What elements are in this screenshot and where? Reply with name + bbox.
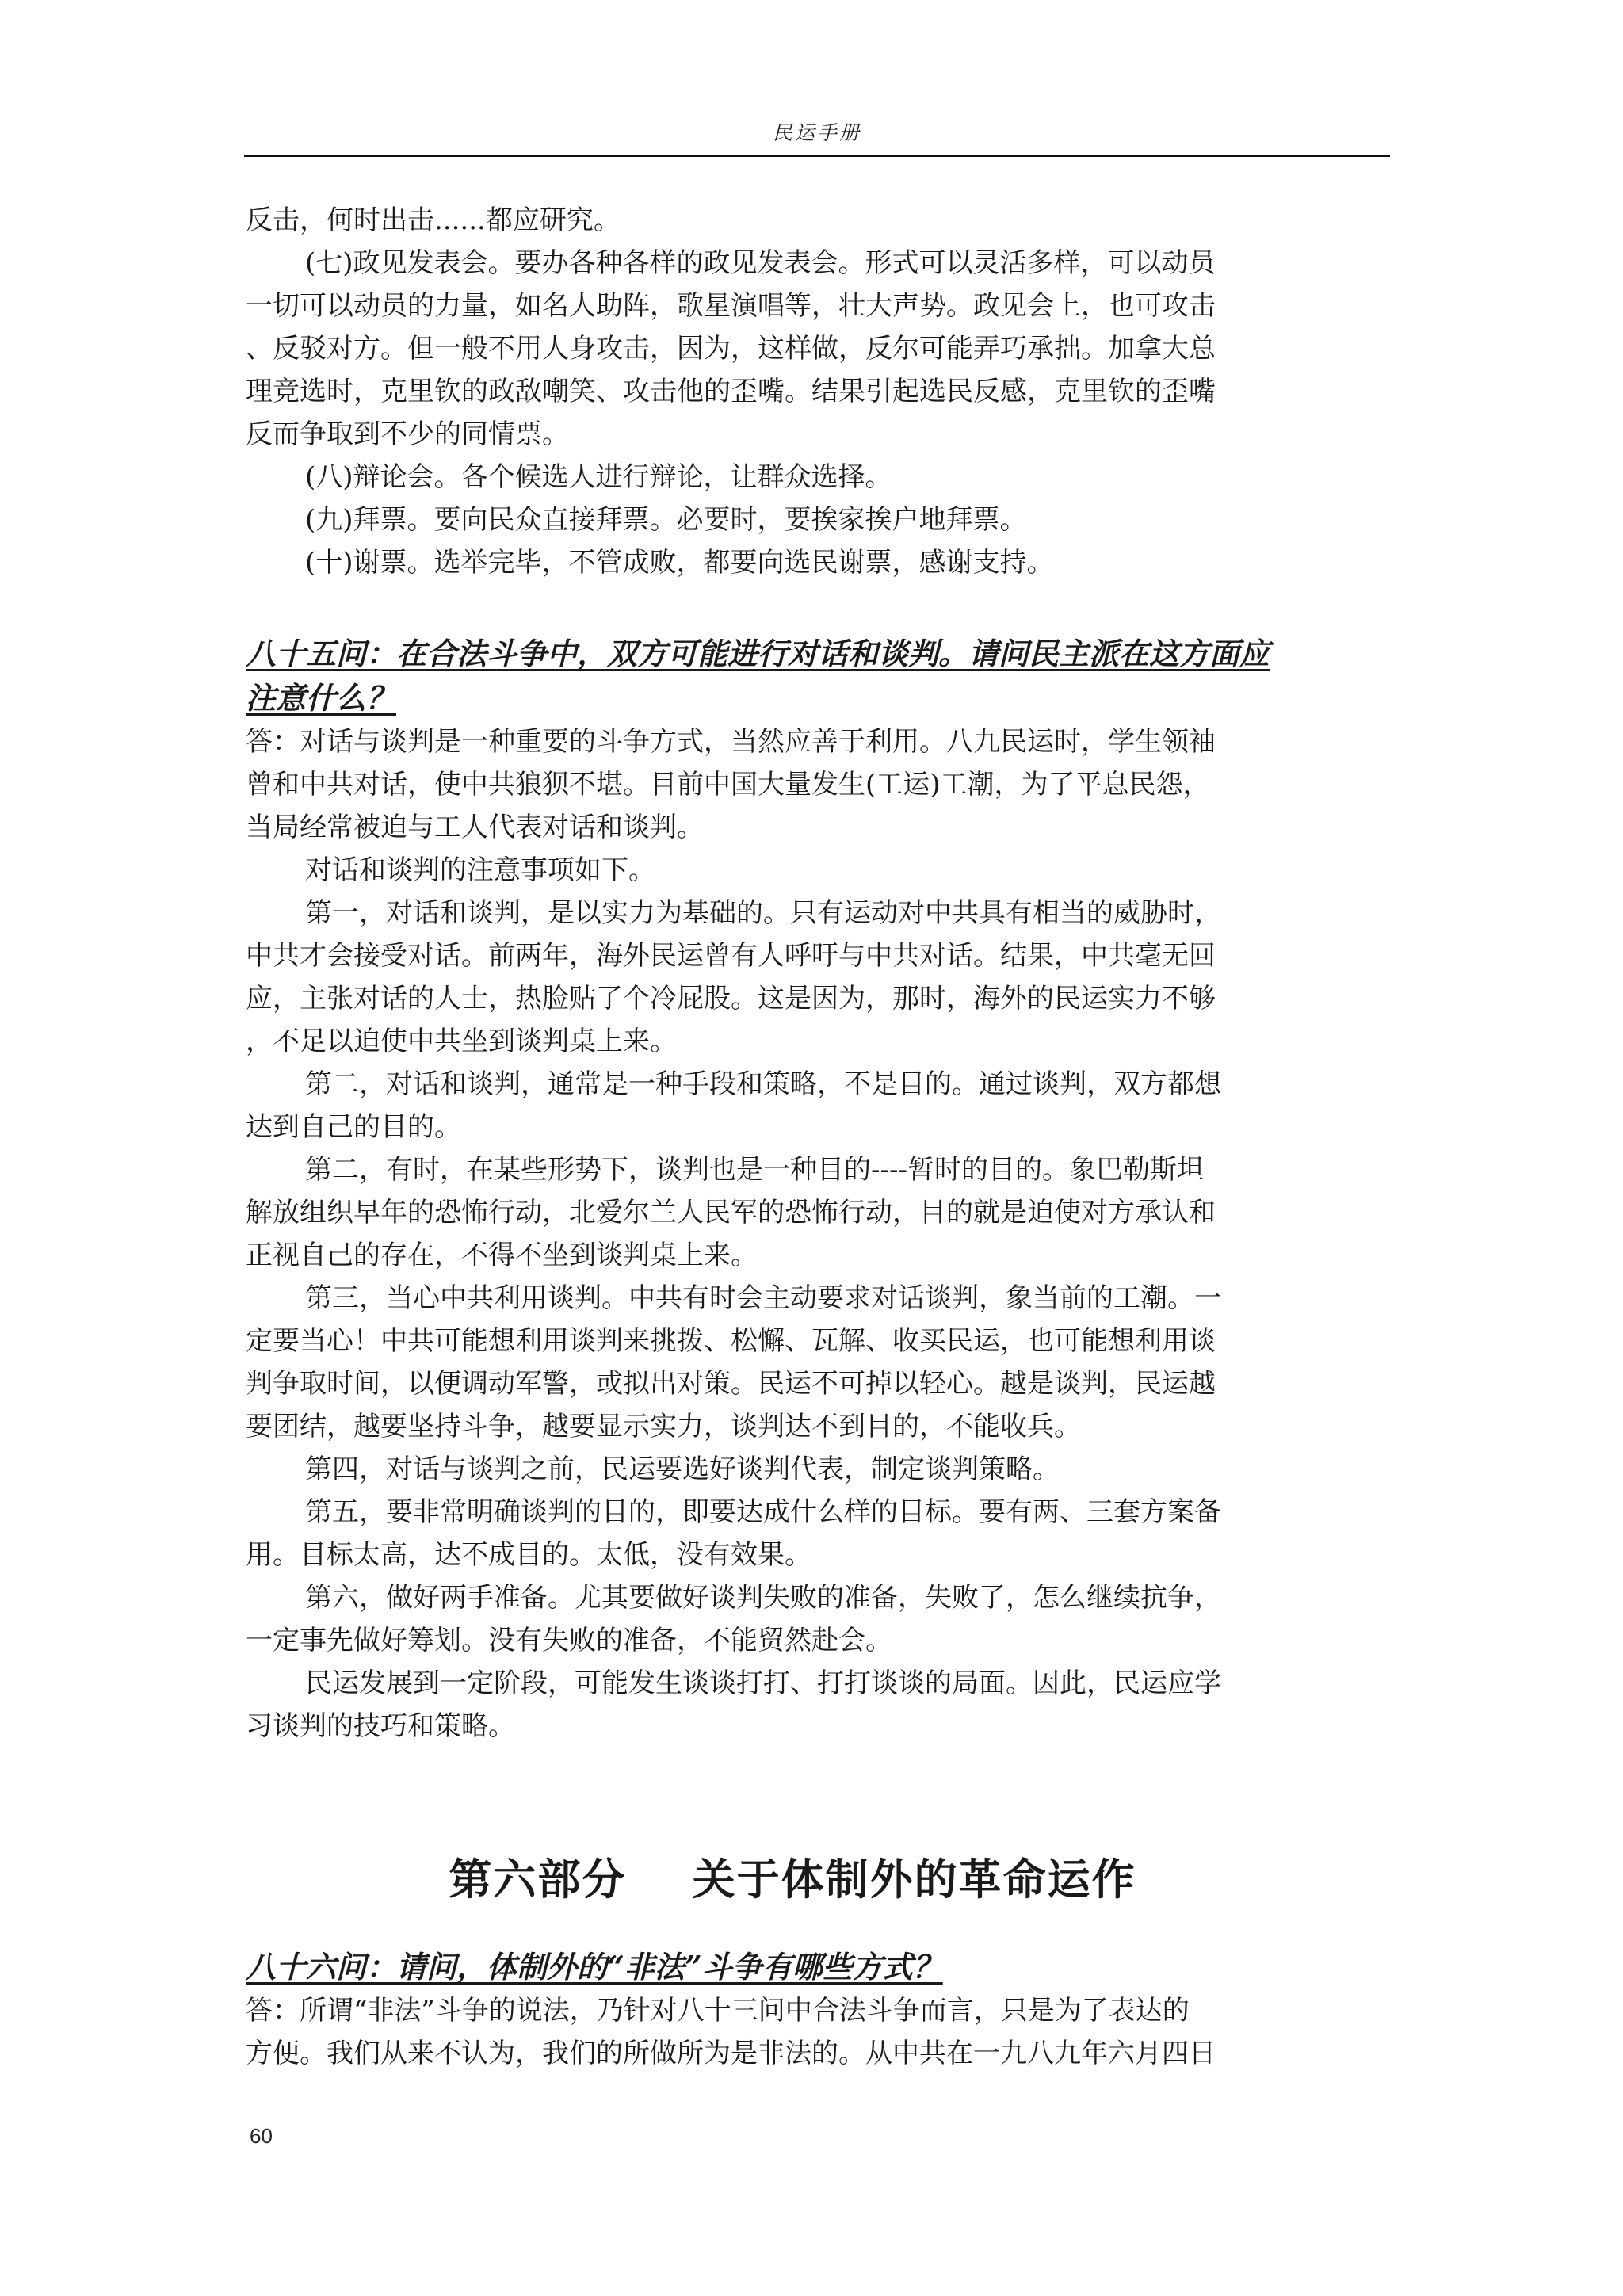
spacer [246, 1913, 1308, 1945]
text-line: 反击，何时出击......都应研究。 [246, 204, 621, 236]
text-line: 定要当心！中共可能想利用谈判来挑拨、松懈、瓦解、收买民运，也可能想利用谈 [246, 1325, 1216, 1357]
text-line: 第二，对话和谈判，通常是一种手段和策略，不是目的。通过谈判，双方都想 [305, 1068, 1221, 1100]
question-85-title-line: 注意什么？ [246, 680, 397, 716]
text-line: 反而争取到不少的同情票。 [246, 418, 569, 450]
text-line: 当局经常被迫与工人代表对话和谈判。 [246, 812, 704, 843]
text-line: (八)辩论会。各个候选人进行辩论，让群众选择。 [305, 461, 892, 493]
text-line: 正视自己的存在，不得不坐到谈判桌上来。 [246, 1240, 758, 1271]
text-line: 对话和谈判的注意事项如下。 [305, 854, 655, 886]
text-line: (十)谢票。选举完毕，不管成败，都要向选民谢票，感谢支持。 [305, 547, 1054, 579]
question-85-answer [246, 720, 1308, 1748]
text-line: 、反驳对方。但一般不用人身攻击，因为，这样做，反尔可能弄巧承拙。加拿大总 [246, 333, 1216, 365]
text-line: 曾和中共对话，使中共狼狈不堪。目前中国大量发生(工运)工潮，为了平息民怨， [246, 769, 1210, 800]
text-line: 第五，要非常明确谈判的目的，即要达成什么样的目标。要有两、三套方案备 [305, 1496, 1221, 1528]
question-85 [246, 632, 1308, 1748]
text-line: 第一，对话和谈判，是以实力为基础的。只有运动对中共具有相当的威胁时， [305, 897, 1221, 929]
text-line: 一切可以动员的力量，如名人助阵，歌星演唱等，壮大声势。政见会上，也可攻击 [246, 290, 1216, 322]
text-line: 应，主张对话的人士，热脸贴了个冷屁股。这是因为，那时，海外的民运实力不够 [246, 983, 1216, 1014]
text-line: 方便。我们从来不认为，我们的所做所为是非法的。从中共在一九八九年六月四日 [246, 2038, 1216, 2069]
text-line: 第三，当心中共利用谈判。中共有时会主动要求对话谈判，象当前的工潮。一 [305, 1282, 1221, 1314]
text-line: 答：所谓“非法”斗争的说法，乃针对八十三问中合法斗争而言，只是为了表达的 [246, 1995, 1190, 2027]
page-number: 60 [250, 2124, 273, 2148]
text-line: 用。目标太高，达不成目的。太低，没有效果。 [246, 1539, 812, 1571]
text-line: 达到自己的目的。 [246, 1111, 461, 1143]
text-line: 解放组织早年的恐怖行动，北爱尔兰人民军的恐怖行动，目的就是迫使对方承认和 [246, 1197, 1216, 1228]
text-line: 中共才会接受对话。前两年，海外民运曾有人呼吁与中共对话。结果，中共毫无回 [246, 940, 1216, 972]
question-86 [246, 1945, 1308, 2075]
text-line: 第二，有时，在某些形势下，谈判也是一种目的----暂时的目的。象巴勒斯坦 [305, 1154, 1204, 1186]
text-line: 一定事先做好筹划。没有失败的准备，不能贸然赴会。 [246, 1625, 892, 1656]
spacer [246, 584, 1308, 632]
text-line: 要团结，越要坚持斗争，越要显示实力，谈判达不到目的，不能收兵。 [246, 1411, 1081, 1442]
text-line: 判争取时间，以便调动军警，或拟出对策。民运不可掉以轻心。越是谈判，民运越 [246, 1368, 1216, 1400]
text-line: 第四，对话与谈判之前，民运要选好谈判代表，制定谈判策略。 [305, 1454, 1060, 1485]
text-line: (九)拜票。要向民众直接拜票。必要时，要挨家挨户地拜票。 [305, 504, 1027, 536]
spacer [246, 1748, 1308, 1847]
text-line: 理竞选时，克里钦的政敌嘲笑、攻击他的歪嘴。结果引起选民反感，克里钦的歪嘴 [246, 376, 1216, 407]
header-rule [244, 155, 1390, 157]
question-86-answer [246, 1989, 1308, 2075]
text-line: 习谈判的技巧和策略。 [246, 1710, 515, 1742]
text-line: 答：对话与谈判是一种重要的斗争方式，当然应善于利用。八九民运时，学生领袖 [246, 726, 1216, 758]
page-content [246, 199, 1308, 2075]
question-86-title: 八十六问：请问，体制外的“非法”斗争有哪些方式？ [246, 1949, 943, 1985]
section-continuation [246, 199, 1308, 584]
running-header: 民运手册 [772, 121, 861, 144]
text-line: 民运发展到一定阶段，可能发生谈谈打打、打打谈谈的局面。因此，民运应学 [305, 1668, 1221, 1699]
text-line: (七)政见发表会。要办各种各样的政见发表会。形式可以灵活多样，可以动员 [305, 247, 1216, 279]
text-line: 第六，做好两手准备。尤其要做好谈判失败的准备，失败了，怎么继续抗争， [305, 1582, 1221, 1614]
question-85-title-line: 八十五问：在合法斗争中，双方可能进行对话和谈判。请问民主派在这方面应 [246, 636, 1270, 671]
text-line: ，不足以迫使中共坐到谈判桌上来。 [246, 1026, 677, 1057]
part-title: 第六部分 关于体制外的革命运作 [449, 1855, 1136, 1904]
